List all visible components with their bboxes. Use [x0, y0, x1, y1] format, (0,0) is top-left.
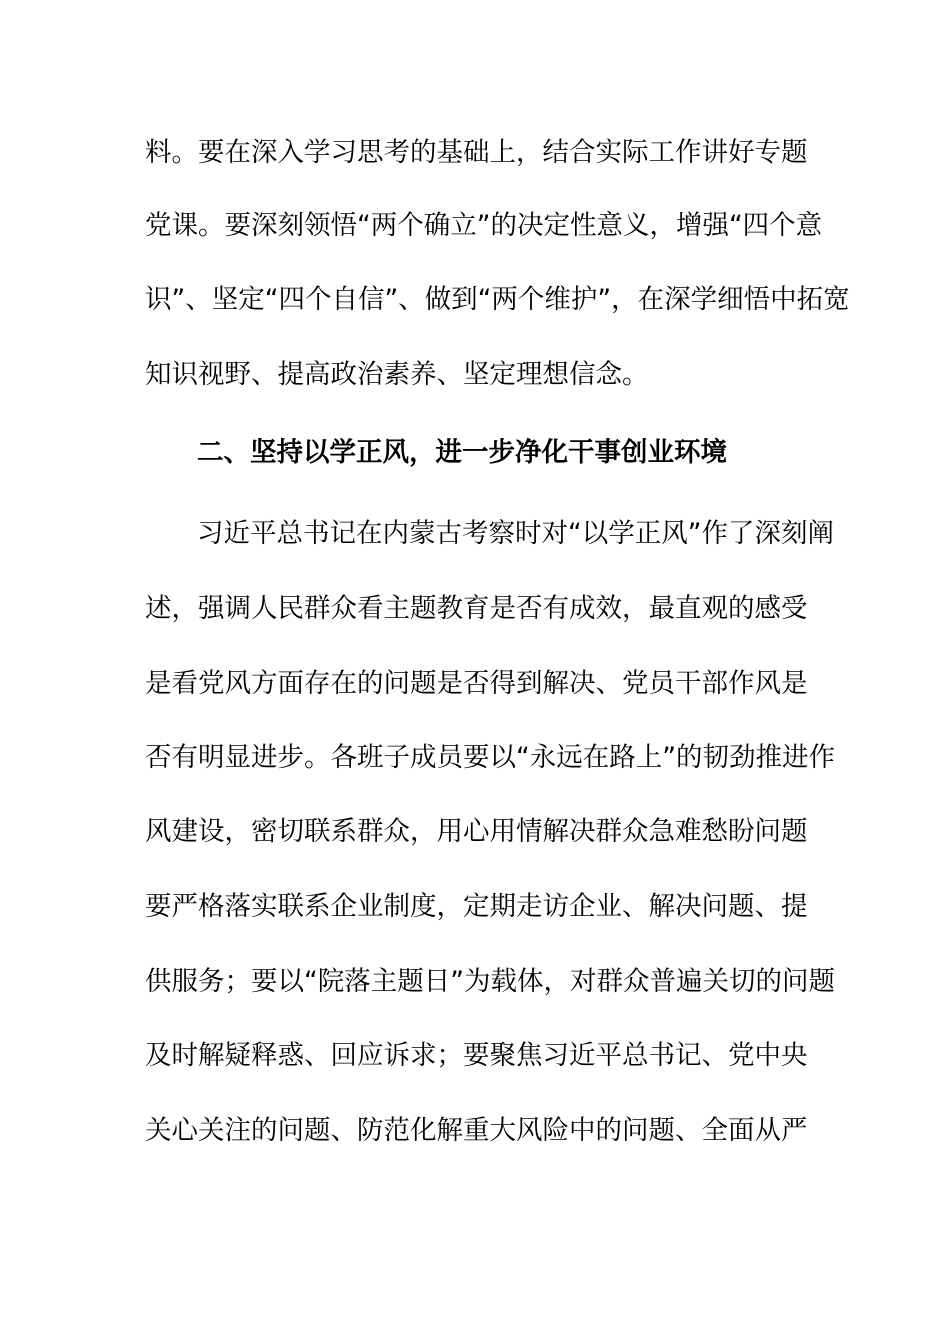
body-text-line: 关心关注的问题、防范化解重大风险中的问题、全面从严 [145, 1115, 808, 1146]
body-text-line: 述，强调人民群众看主题教育是否有成效，最直观的感受 [145, 593, 808, 624]
body-text-line: 风建设，密切联系群众，用心用情解决群众急难愁盼问题 [145, 816, 808, 847]
paragraph-first-line: 习近平总书记在内蒙古考察时对“以学正风”作了深刻阐 [197, 518, 834, 549]
body-text-line: 及时解疑释惑、回应诉求；要聚焦习近平总书记、党中央 [145, 1040, 808, 1071]
section-heading: 二、坚持以学正风，进一步净化干事创业环境 [197, 437, 727, 468]
body-text-line: 党课。要深刻领悟“两个确立”的决定性意义，增强“四个意 [145, 210, 823, 241]
body-text-line: 识”、坚定“四个自信”、做到“两个维护”，在深学细悟中拓宽 [145, 284, 850, 315]
body-text-line: 料。要在深入学习思考的基础上，结合实际工作讲好专题 [145, 137, 808, 168]
body-text-line: 知识视野、提高政治素养、坚定理想信念。 [145, 359, 649, 390]
body-text-line: 否有明显进步。各班子成员要以“永远在路上”的韧劲推进作 [145, 742, 835, 773]
body-text-line: 是看党风方面存在的问题是否得到解决、党员干部作风是 [145, 668, 808, 699]
body-text-line: 要严格落实联系企业制度，定期走访企业、解决问题、提 [145, 891, 808, 922]
body-text-line: 供服务；要以“院落主题日”为载体，对群众普遍关切的问题 [145, 966, 835, 997]
